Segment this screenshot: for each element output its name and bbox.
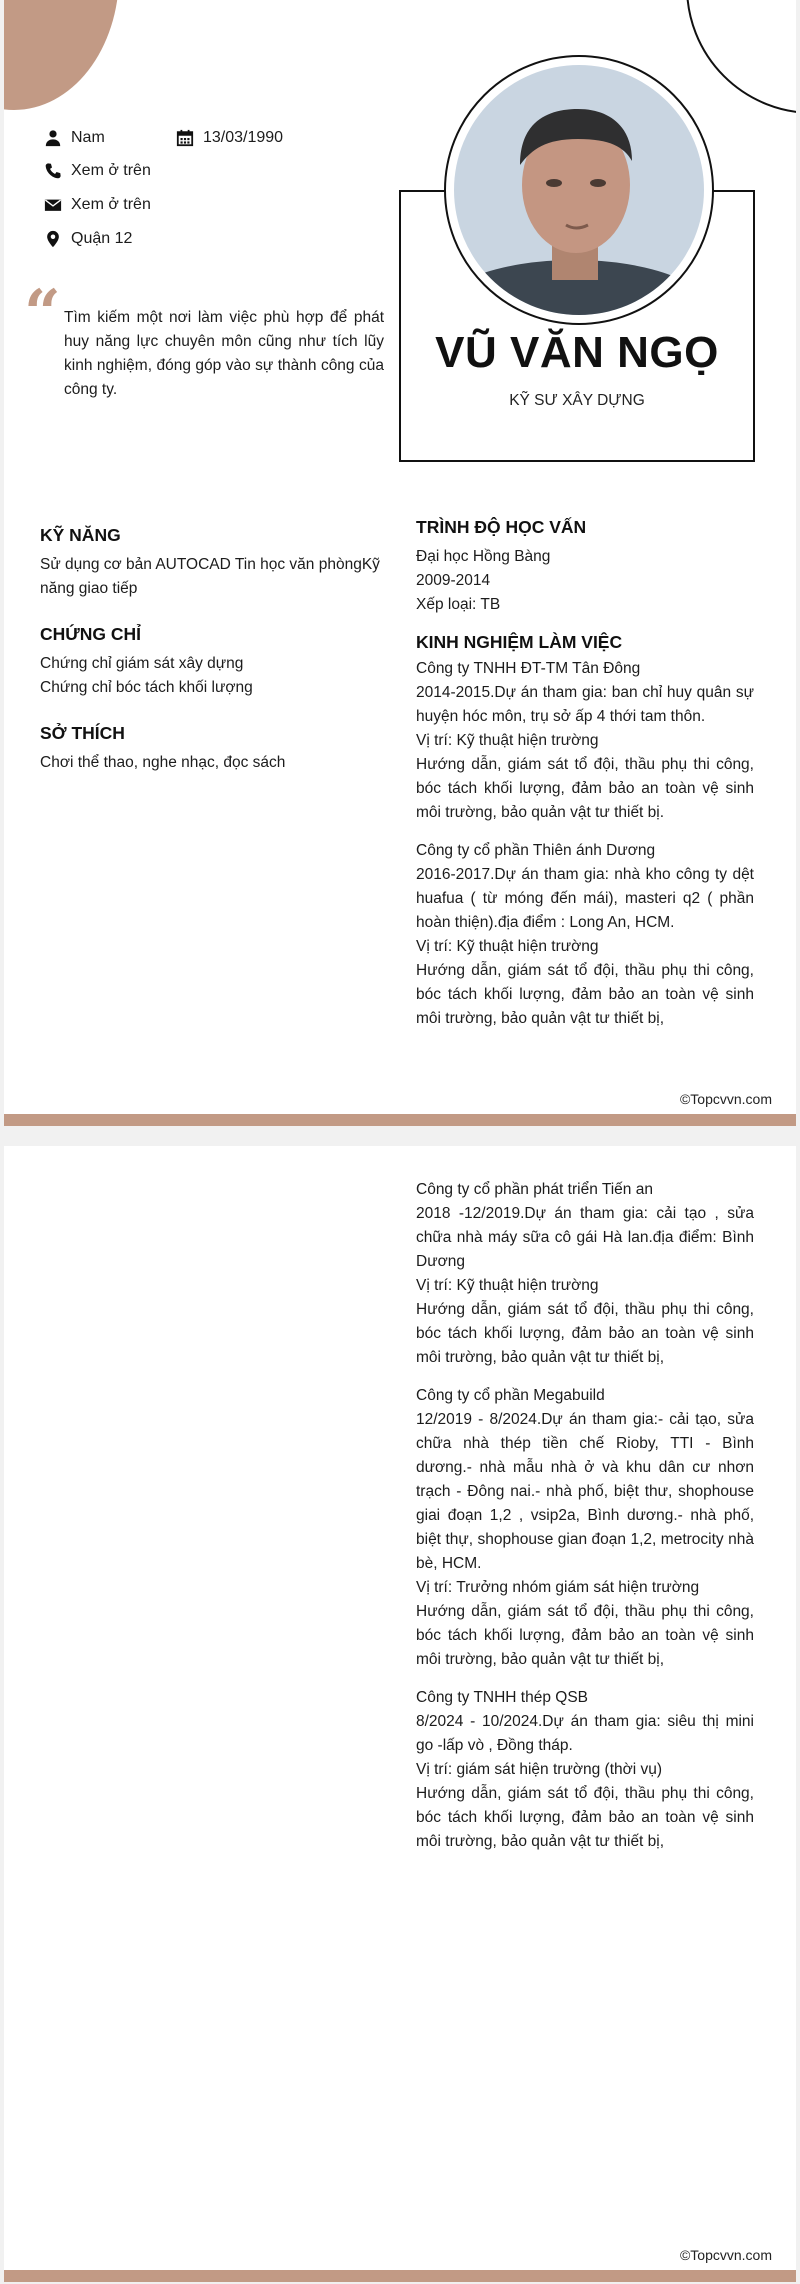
mail-icon <box>44 196 62 214</box>
copyright: ©Topcvvn.com <box>679 1091 772 1107</box>
experience-project: 8/2024 - 10/2024.Dự án tham gia: siêu thị mini go -lấp vò , Đồng tháp. <box>416 1713 754 1754</box>
phone-icon <box>44 162 62 180</box>
decorative-corner-ring <box>686 0 796 114</box>
candidate-job-title: KỸ SƯ XÂY DỰNG <box>509 392 645 409</box>
hobbies-item: Chơi thể thao, nghe nhạc, đọc sách <box>40 754 286 771</box>
contact-address <box>44 230 132 248</box>
experience-project: 2014-2015.Dự án tham gia: ban chỉ huy quân sự huyện hóc môn, trụ sở ấp 4 thới tam thôn. <box>416 684 754 725</box>
education-title: TRÌNH ĐỘ HỌC VẤN <box>416 517 587 537</box>
hobbies-title: SỞ THÍCH <box>40 723 125 743</box>
experience-position: Vị trí: Kỹ thuật hiện trường <box>416 938 599 955</box>
copyright: ©Topcvvn.com <box>679 2247 772 2263</box>
experience-company: Công ty TNHH thép QSB <box>416 1689 589 1706</box>
phone-value: Xem ở trên <box>71 162 151 179</box>
experience-company: Công ty cổ phần Thiên ánh Dương <box>416 842 656 859</box>
experience-item <box>416 657 754 825</box>
contact-email <box>44 196 151 214</box>
footer-bar <box>4 2270 796 2282</box>
contact-birthday <box>176 129 283 147</box>
certificate-item: Chứng chỉ bóc tách khối lượng <box>40 679 253 696</box>
career-objective: Tìm kiếm một nơi làm việc phù hợp để phát huy năng lực chuyên môn cũng như tích lũy kinh nghiệm, đóng góp vào sự thành công của công ty. <box>64 309 384 398</box>
avatar <box>454 65 704 315</box>
address-value: Quận 12 <box>71 230 133 247</box>
experience-company: Công ty cổ phần Megabuild <box>416 1387 605 1404</box>
experience-company: Công ty cổ phần phát triển Tiến an <box>416 1181 653 1198</box>
cv-page-2 <box>4 1146 796 2282</box>
email-value: Xem ở trên <box>71 196 151 213</box>
education-years: 2009-2014 <box>416 572 491 589</box>
quote-icon: “ <box>24 276 61 351</box>
experience-position: Vị trí: Kỹ thuật hiện trường <box>416 1277 599 1294</box>
experience-project: 2018 -12/2019.Dự án tham gia: cải tạo , sửa chữa nhà máy sữa cô gái Hà lan.địa điểm: Bình Dương <box>416 1205 754 1270</box>
experience-duties: Hướng dẫn, giám sát tổ đội, thầu phụ thi công, bóc tách khối lượng, đảm bảo an toàn vệ sinh môi trường, bảo quản vật tư thiết bị, <box>416 1785 754 1850</box>
contact-gender <box>44 129 105 147</box>
experience-position: Vị trí: giám sát hiện trường (thời vụ) <box>416 1761 663 1778</box>
education-school: Đại học Hồng Bàng <box>416 548 551 565</box>
skills-line: Sử dụng cơ bản AUTOCAD Tin học văn phòngKỹ <box>40 556 380 573</box>
experience-position: Vị trí: Kỹ thuật hiện trường <box>416 732 599 749</box>
skills-title: KỸ NĂNG <box>40 525 121 545</box>
experience-company: Công ty TNHH ĐT-TM Tân Đông <box>416 660 641 677</box>
cv-page-1 <box>4 0 796 1126</box>
calendar-icon <box>176 129 194 147</box>
experience-item <box>416 839 754 1031</box>
experience-duties: Hướng dẫn, giám sát tổ đội, thầu phụ thi công, bóc tách khối lượng, đảm bảo an toàn vệ sinh môi trường, bảo quản vật tư thiết bị, <box>416 962 754 1027</box>
experience-position: Vị trí: Trưởng nhóm giám sát hiện trường <box>416 1579 700 1596</box>
experience-duties: Hướng dẫn, giám sát tổ đội, thầu phụ thi công, bóc tách khối lượng, đảm bảo an toàn vệ sinh môi trường, bảo quản vật tư thiết bị. <box>416 756 754 821</box>
experience-title: KINH NGHIỆM LÀM VIỆC <box>416 632 623 652</box>
experience-duties: Hướng dẫn, giám sát tổ đội, thầu phụ thi công, bóc tách khối lượng, đảm bảo an toàn vệ sinh môi trường, bảo quản vật tư thiết bị, <box>416 1603 754 1668</box>
person-icon <box>44 129 62 147</box>
birthday-value: 13/03/1990 <box>203 129 284 146</box>
skills-line: năng giao tiếp <box>40 580 138 597</box>
certificates-title: CHỨNG CHỈ <box>40 624 142 644</box>
experience-project: 2016-2017.Dự án tham gia: nhà kho công ty dệt huafua ( từ móng đến mái), masteri q2 ( phần hoàn thiện).địa điểm : Long An, HCM. <box>416 866 754 931</box>
experience-item <box>416 1686 754 1854</box>
gender-value: Nam <box>71 129 105 146</box>
experience-item <box>416 1178 754 1370</box>
contact-phone <box>44 162 151 180</box>
candidate-name: VŨ VĂN NGỌ <box>435 328 719 377</box>
experience-project: 12/2019 - 8/2024.Dự án tham gia:- cải tạo, sửa chữa nhà thép tiền chế Rioby, TTI - Bình dương.- nhà mẫu nhà ở và khu dân cư nhơn trạch - Đông nai.- nhà phố, biệt thư, shophouse giai đoạn 1,2 , vsip2a, Bình dương.- nhà phố, biệt thự, shophouse gian đoạn 1,2, metrocity nhà bè, HCM. <box>416 1411 754 1572</box>
education-grade: Xếp loại: TB <box>416 596 501 613</box>
experience-duties: Hướng dẫn, giám sát tổ đội, thầu phụ thi công, bóc tách khối lượng, đảm bảo an toàn vệ sinh môi trường, bảo quản vật tư thiết bị, <box>416 1301 754 1366</box>
location-icon <box>44 230 62 248</box>
footer-bar <box>4 1114 796 1126</box>
experience-item <box>416 1384 754 1672</box>
decorative-corner-blob <box>4 0 119 110</box>
certificate-item: Chứng chỉ giám sát xây dựng <box>40 655 244 672</box>
